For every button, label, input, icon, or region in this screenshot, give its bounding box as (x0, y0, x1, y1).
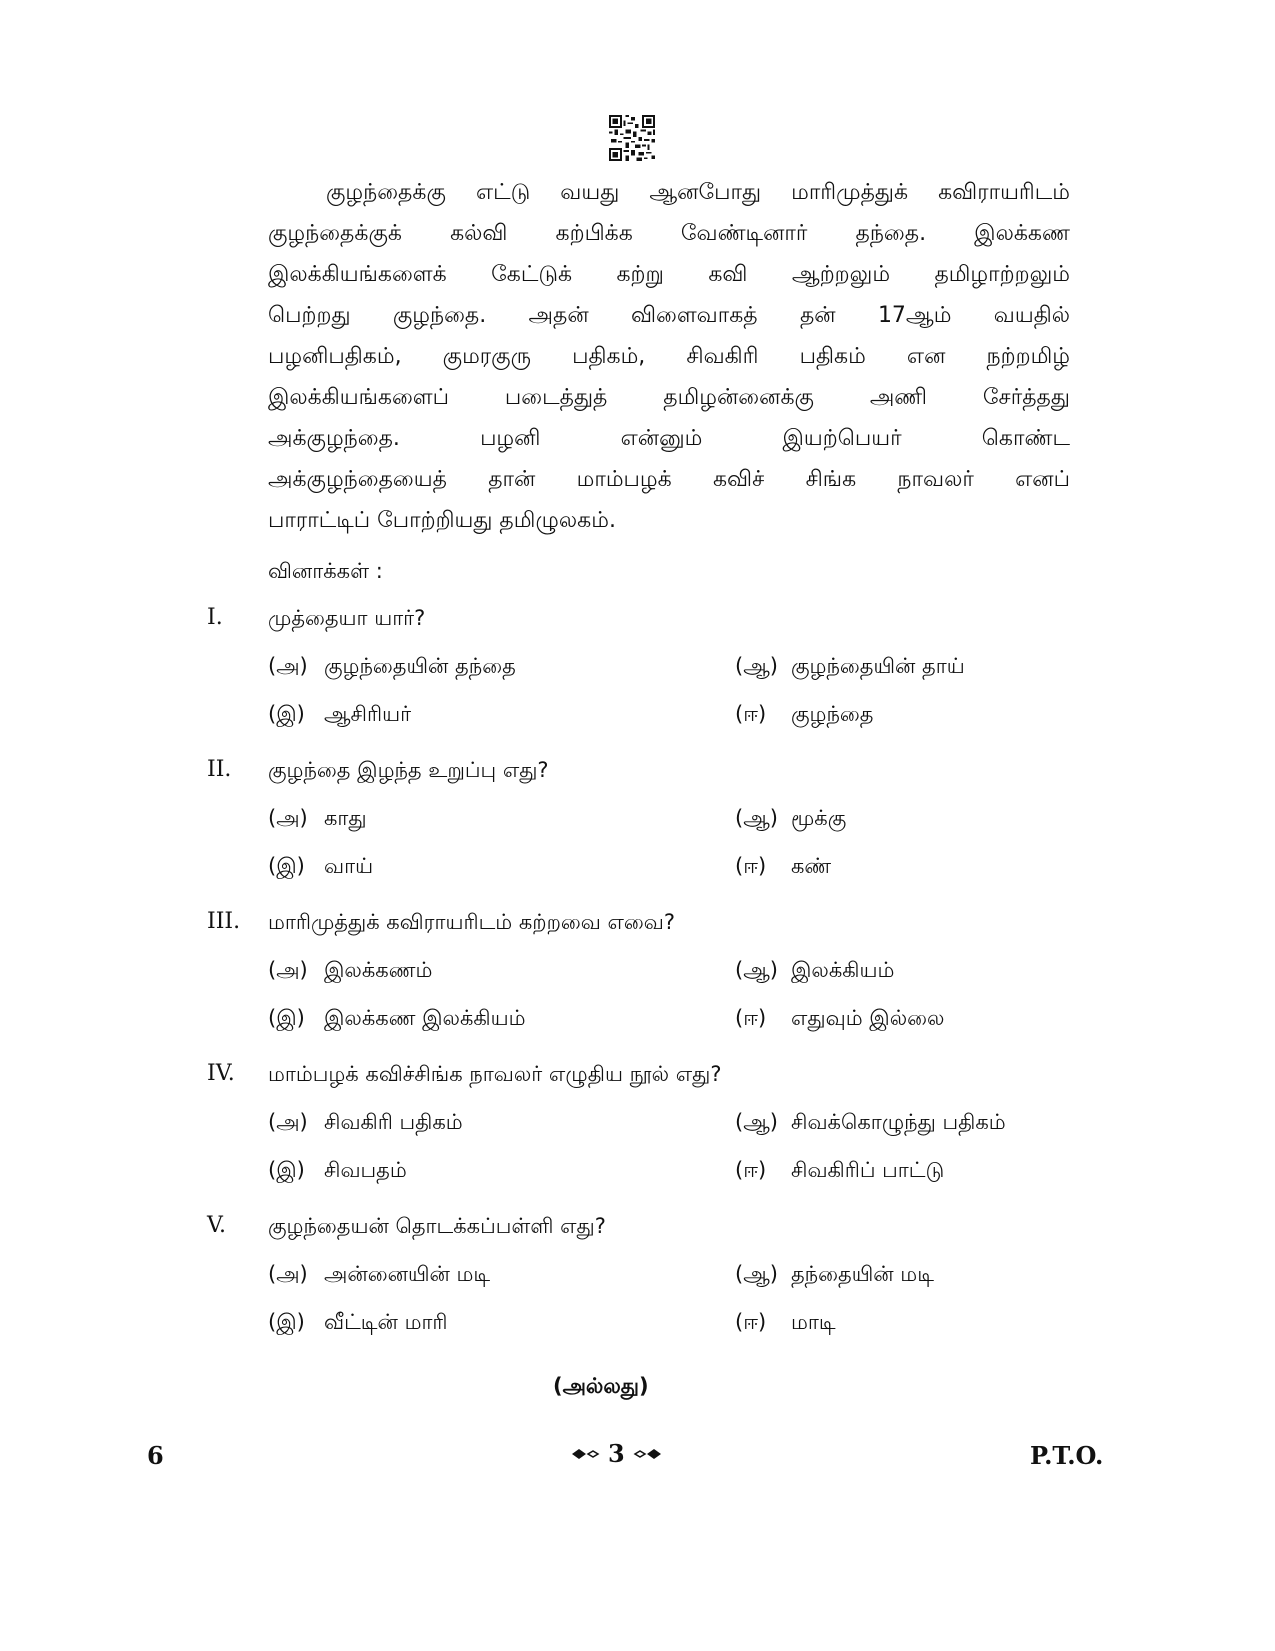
passage-line (268, 459, 1070, 500)
option-ii[interactable] (735, 1156, 944, 1184)
option-label: (அ) (268, 1262, 308, 1286)
option-aa[interactable] (735, 956, 894, 984)
passage-word: வயதில் (993, 303, 1070, 328)
option-label: (ஈ) (735, 1006, 767, 1030)
option-text: சிவக்கொழுந்து பதிகம் (791, 1110, 1006, 1134)
passage-word: தந்தை. (855, 221, 927, 246)
option-ii[interactable] (735, 1308, 836, 1336)
option-text: மூக்கு (791, 806, 847, 830)
passage-word: பெற்றது (268, 303, 351, 328)
passage-word: பதிகம் (799, 344, 866, 369)
option-label: (இ) (268, 702, 305, 726)
option-label: (ஆ) (735, 958, 778, 982)
passage-word: கேட்டுக் (491, 262, 573, 287)
passage-word: தன் (799, 303, 836, 328)
passage-word: குமரகுரு (442, 344, 531, 369)
option-label: (ஆ) (735, 1110, 778, 1134)
passage-word: இலக்கண (974, 221, 1070, 246)
passage-word: இலக்கியங்களைப் (268, 385, 450, 410)
passage-word: வயது (560, 180, 620, 205)
option-label: (அ) (268, 1110, 308, 1134)
option-aa[interactable] (735, 1108, 1006, 1136)
passage-word: அணி (869, 385, 928, 410)
option-a[interactable] (268, 956, 432, 984)
passage-word: கற்று (616, 262, 664, 287)
option-ii[interactable] (735, 1004, 944, 1032)
option-label: (இ) (268, 854, 305, 878)
page-number-block (570, 1440, 663, 1468)
option-text: சிவபதம் (324, 1158, 407, 1182)
passage-line (268, 418, 1070, 459)
option-text: சிவகிரி பதிகம் (324, 1110, 463, 1134)
paper-code: 6 (147, 1441, 164, 1470)
question-text: முத்தையா யார்? (268, 606, 426, 630)
option-text: சிவகிரிப் பாட்டு (791, 1158, 945, 1182)
passage-word: வேண்டினார் (680, 221, 808, 246)
passage-word: 17ஆம் (877, 303, 952, 328)
passage-word: நாவலர் (897, 467, 974, 492)
option-text: தந்தையின் மடி (791, 1262, 934, 1286)
passage-word: சிங்க (805, 467, 857, 492)
page-number: 3 (608, 1439, 625, 1468)
option-text: குழந்தை (791, 702, 874, 726)
passage-word: விளைவாகத் (630, 303, 758, 328)
qr-code (609, 115, 655, 161)
option-label: (ஆ) (735, 1262, 778, 1286)
option-text: இலக்கண இலக்கியம் (324, 1006, 526, 1030)
passage-word: தமிழாற்றலும் (934, 262, 1070, 287)
passage-word: கற்பிக்க (555, 221, 633, 246)
option-label: (ஈ) (735, 1158, 767, 1182)
passage-word: கொண்ட (981, 426, 1070, 451)
option-ii[interactable] (735, 700, 873, 728)
option-text: இலக்கணம் (324, 958, 433, 982)
passage-word: அக்குழந்தை. (268, 426, 400, 451)
passage-word: இயற்பெயர் (782, 426, 902, 451)
passage-word: பழனிபதிகம், (268, 344, 402, 369)
passage-word: நற்றமிழ் (986, 344, 1070, 369)
passage-word: என்னும் (620, 426, 703, 451)
passage-word: சேர்த்தது (982, 385, 1070, 410)
option-text: ஆசிரியர் (324, 702, 412, 726)
question-number: I. (207, 605, 223, 630)
option-text: அன்னையின் மடி (324, 1262, 491, 1286)
option-i[interactable] (268, 700, 411, 728)
passage-line (268, 377, 1070, 418)
passage-word: படைத்துத் (504, 385, 608, 410)
option-label: (அ) (268, 958, 308, 982)
option-label: (இ) (268, 1158, 305, 1182)
passage-word: குழந்தை. (392, 303, 487, 328)
question-number: IV. (207, 1061, 235, 1086)
option-label: (ஈ) (735, 702, 767, 726)
option-i[interactable] (268, 1004, 526, 1032)
option-text: இலக்கியம் (791, 958, 895, 982)
option-aa[interactable] (735, 652, 965, 680)
option-i[interactable] (268, 852, 373, 880)
option-a[interactable] (268, 1260, 490, 1288)
question-number: III. (207, 909, 241, 934)
ornament-right-icon (633, 1447, 663, 1461)
questions-heading: வினாக்கள் : (268, 559, 383, 583)
option-label: (ஈ) (735, 854, 767, 878)
option-aa[interactable] (735, 1260, 934, 1288)
passage-word: என (906, 344, 946, 369)
passage-word: கவிச் (712, 467, 765, 492)
option-label: (ஈ) (735, 1310, 767, 1334)
question-number: II. (207, 757, 232, 782)
passage-word: கவி (708, 262, 748, 287)
passage-word: தமிழன்னைக்கு (663, 385, 814, 410)
option-text: குழந்தையின் தந்தை (324, 654, 516, 678)
passage-word: மாரிமுத்துக் (791, 180, 909, 205)
question-number: V. (207, 1213, 227, 1238)
option-text: வீட்டின் மாரி (324, 1310, 448, 1334)
option-label: (அ) (268, 654, 308, 678)
option-label: (அ) (268, 806, 308, 830)
passage-word: எட்டு (475, 180, 531, 205)
option-text: குழந்தையின் தாய் (791, 654, 965, 678)
passage-word: பாராட்டிப் போற்றியது தமிழுலகம். (268, 508, 616, 533)
option-i[interactable] (268, 1156, 407, 1184)
passage-word: சிவகிரி (686, 344, 759, 369)
ornament-left-icon (570, 1447, 600, 1461)
or-separator: (அல்லது) (553, 1374, 649, 1398)
passage-word: எனப் (1015, 467, 1070, 492)
pto-label: P.T.O. (1030, 1441, 1104, 1470)
passage-line (268, 172, 1070, 213)
option-label: (ஆ) (735, 806, 778, 830)
passage-word: கல்வி (450, 221, 508, 246)
passage-word: பதிகம், (572, 344, 646, 369)
passage-word: இலக்கியங்களைக் (268, 262, 447, 287)
question-text: குழந்தையன் தொடக்கப்பள்ளி எது? (268, 1214, 606, 1238)
option-label: (ஆ) (735, 654, 778, 678)
passage-word: கவிராயரிடம் (938, 180, 1070, 205)
option-a[interactable] (268, 804, 367, 832)
option-label: (இ) (268, 1310, 305, 1334)
option-text: காது (324, 806, 367, 830)
option-label: (இ) (268, 1006, 305, 1030)
passage-word: மாம்பழக் (576, 467, 672, 492)
passage-line (268, 336, 1070, 377)
question-text: குழந்தை இழந்த உறுப்பு எது? (268, 758, 549, 782)
passage-word: அக்குழந்தையைத் (268, 467, 447, 492)
passage-word: குழந்தைக்குக் (268, 221, 402, 246)
question-text: மாம்பழக் கவிச்சிங்க நாவலர் எழுதிய நூல் எது? (268, 1062, 722, 1086)
passage-line (268, 254, 1070, 295)
option-ii[interactable] (735, 852, 831, 880)
passage-word: ஆனபோது (649, 180, 762, 205)
option-aa[interactable] (735, 804, 846, 832)
passage-line (268, 500, 1070, 541)
option-text: கண் (791, 854, 832, 878)
passage-word: பழனி (480, 426, 541, 451)
passage-word: அதன் (528, 303, 589, 328)
passage-word: ஆற்றலும் (791, 262, 891, 287)
passage (268, 172, 1070, 541)
passage-line (268, 295, 1070, 336)
passage-word: தான் (488, 467, 536, 492)
passage-word: குழந்தைக்கு (326, 180, 446, 205)
option-a[interactable] (268, 1108, 463, 1136)
option-text: மாடி (791, 1310, 836, 1334)
passage-line (268, 213, 1070, 254)
option-a[interactable] (268, 652, 516, 680)
option-text: வாய் (324, 854, 374, 878)
question-text: மாரிமுத்துக் கவிராயரிடம் கற்றவை எவை? (268, 910, 676, 934)
option-i[interactable] (268, 1308, 448, 1336)
option-text: எதுவும் இல்லை (791, 1006, 945, 1030)
